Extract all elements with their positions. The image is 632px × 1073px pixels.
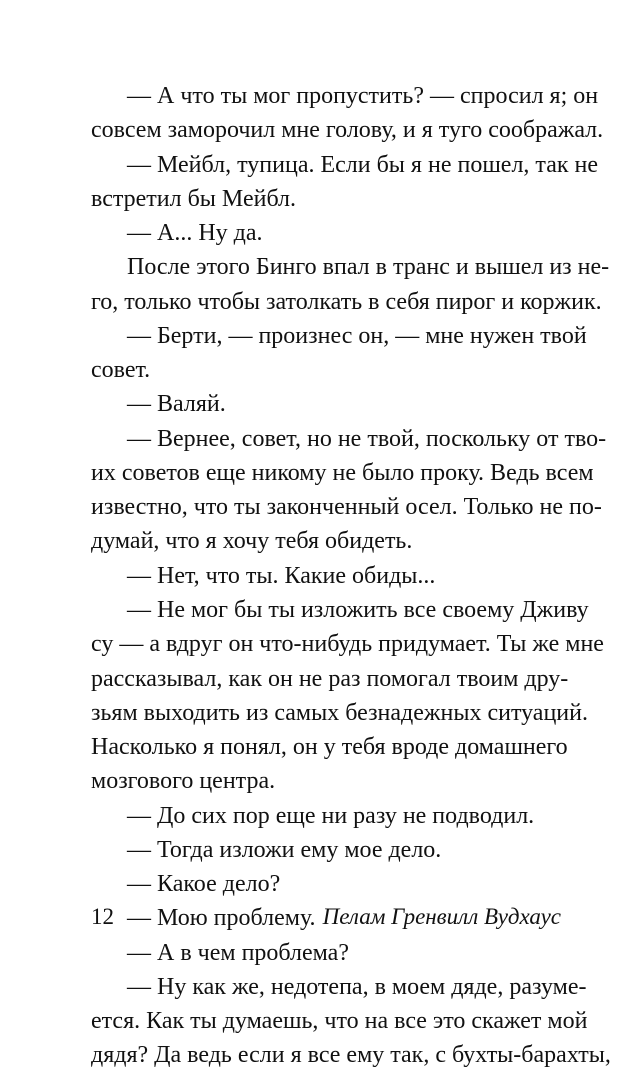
text-line: После этого Бинго впал в транс и вышел из не- (127, 254, 610, 281)
text-line: — А... Ну да. (127, 220, 263, 247)
text-line: — Не мог бы ты изложить все своему Дживу (127, 596, 589, 623)
text-line: их советов еще никому не было проку. Ведь всем (91, 459, 594, 486)
page-number: 12 (91, 904, 114, 929)
text-line: зьям выходить из самых безнадежных ситуаций. (91, 699, 588, 726)
text-line: го, только чтобы затолкать в себя пирог и коржик. (91, 288, 602, 315)
text-line: — Мейбл, тупица. Если бы я не пошел, так не (127, 151, 599, 178)
text-line: дядя? Да ведь если я все ему так, с бухты-барахты, (91, 1042, 611, 1069)
text-line: совет. (91, 357, 151, 384)
text-line: ется. Как ты думаешь, что на все это скажет мой (91, 1008, 588, 1035)
text-line: су — а вдруг он что-нибудь придумает. Ты же мне (91, 631, 604, 658)
page-footer (91, 900, 561, 934)
text-line: Насколько я понял, он у тебя вроде домашнего (91, 734, 568, 761)
text-line: — Ну как же, недотепа, в моем дяде, разуме- (127, 973, 587, 1000)
text-line: — Какое дело? (127, 871, 281, 898)
text-line: рассказывал, как он не раз помогал твоим дру- (91, 665, 569, 692)
text-line: думай, что я хочу тебя обидеть. (91, 528, 413, 555)
text-line: — Вернее, совет, но не твой, поскольку от тво- (127, 425, 607, 452)
text-line: мозгового центра. (91, 768, 276, 795)
text-line: — А что ты мог пропустить? — спросил я; он (127, 83, 599, 109)
text-line: — Мою проблему. (127, 905, 316, 932)
text-line: совсем заморочил мне голову, и я туго соображал. (91, 117, 604, 144)
running-title: Пелам Гренвилл Вудхаус (322, 904, 561, 929)
text-line: встретил бы Мейбл. (91, 185, 297, 212)
text-line: известно, что ты законченный осел. Только не по- (91, 494, 602, 521)
text-line: — До сих пор еще ни разу не подводил. (127, 802, 535, 829)
text-line: — Нет, что ты. Какие обиды... (127, 562, 436, 589)
text-line: — А в чем проблема? (127, 939, 349, 966)
text-line: — Берти, — произнес он, — мне нужен твой (127, 322, 587, 349)
text-line: — Тогда изложи ему мое дело. (127, 836, 442, 863)
text-line: — Валяй. (127, 391, 226, 418)
